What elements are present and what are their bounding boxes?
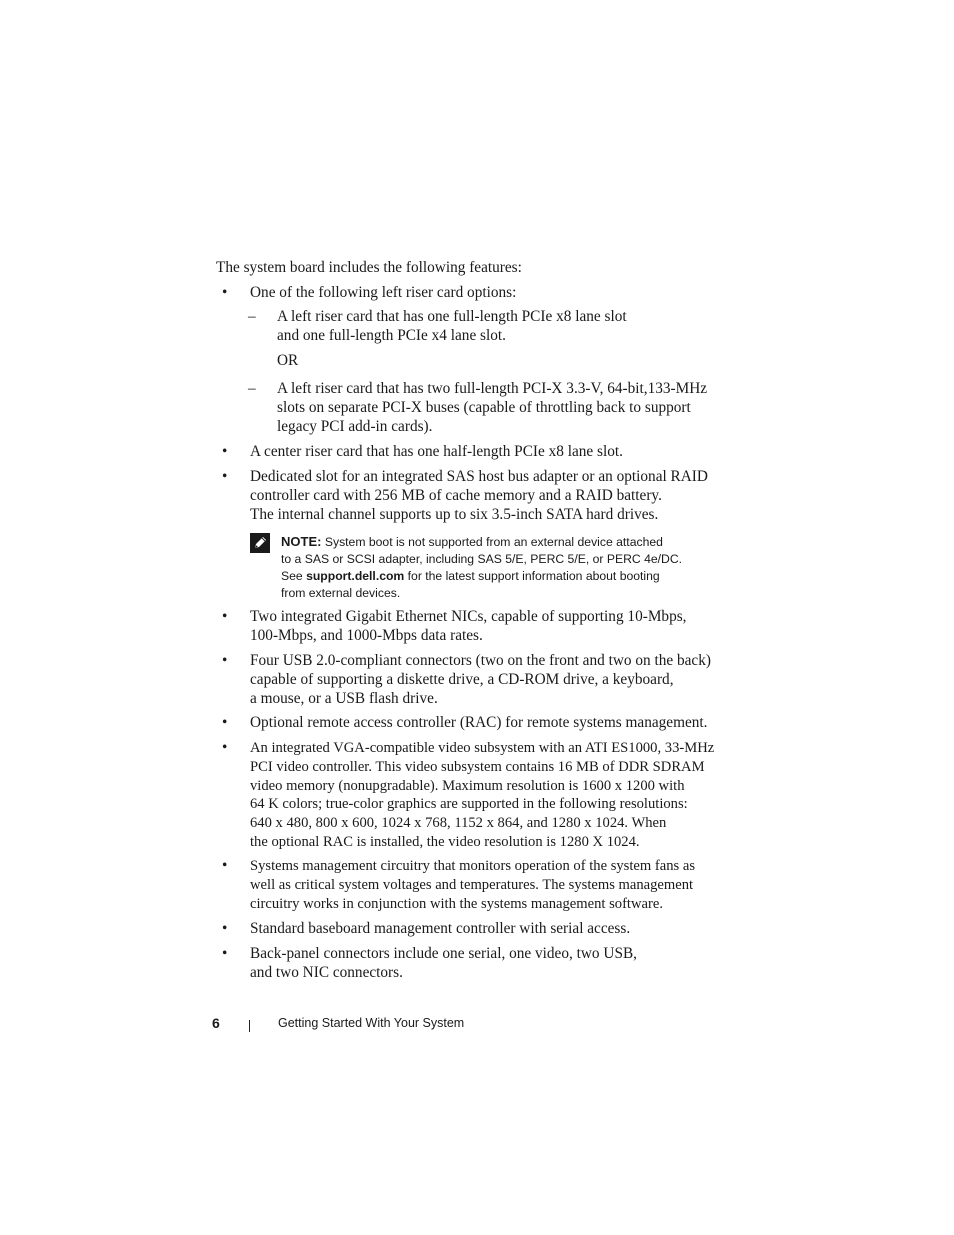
bullet-icon: • [222,920,228,937]
list-item-text: circuitry works in conjunction with the systems management software. [250,895,663,912]
note-text: to a SAS or SCSI adapter, including SAS 5/E, PERC 5/E, or PERC 4e/DC. [281,552,683,566]
page-number: 6 [212,1015,220,1031]
note-text: for the latest support information about booting [404,569,660,583]
bullet-icon: • [222,945,228,962]
support-link[interactable]: support.dell.com [306,569,405,583]
list-item-text: Systems management circuitry that monitors operation of the system fans as [250,858,696,874]
intro-paragraph: The system board includes the following features: [216,259,522,276]
list-item-text: video memory (nonupgradable). Maximum resolution is 1600 x 1200 with [250,777,685,794]
list-item-text: Back-panel connectors include one serial, one video, two USB, [250,945,637,962]
bullet-icon: • [222,739,228,756]
note-text: See [281,569,307,583]
dash-icon: – [248,308,256,325]
or-separator: OR [277,352,299,369]
bullet-icon: • [222,857,228,874]
bullet-icon: • [222,652,228,669]
bullet-icon: • [222,608,228,625]
list-item-text: 100-Mbps, and 1000-Mbps data rates. [250,626,483,644]
note-text: from external devices. [281,586,401,600]
bullet-icon: • [222,443,228,460]
sub-list-item-text: A left riser card that has two full-length PCI-X 3.3-V, 64-bit,133-MHz [277,380,708,397]
list-item-text: well as critical system voltages and temperatures. The systems management [250,876,694,893]
bullet-icon: • [222,468,228,485]
list-item-text: 640 x 480, 800 x 600, 1024 x 768, 1152 x 864, and 1280 x 1024. When [250,815,667,832]
list-item-text: The internal channel supports up to six 3.5-inch SATA hard drives. [250,505,659,523]
running-title: Getting Started With Your System [278,1016,465,1030]
list-item-text: 64 K colors; true-color graphics are supported in the following resolutions: [250,796,688,813]
list-item-text: Optional remote access controller (RAC) for remote systems management. [250,714,708,731]
note-label: NOTE: [281,534,322,549]
list-item-text: the optional RAC is installed, the video resolution is 1280 X 1024. [250,833,640,850]
list-item-text: An integrated VGA-compatible video subsystem with an ATI ES1000, 33-MHz [250,740,715,756]
pencil-note-icon [250,533,270,553]
list-item-text: Dedicated slot for an integrated SAS host bus adapter or an optional RAID [250,468,708,485]
list-item-text: Four USB 2.0-compliant connectors (two on the front and two on the back) [250,652,711,669]
footer-divider [249,1020,250,1032]
list-item-text: controller card with 256 MB of cache memory and a RAID battery. [250,486,662,504]
sub-list-item-text: A left riser card that has one full-length PCIe x8 lane slot [277,308,627,325]
list-item-text: a mouse, or a USB flash drive. [250,689,438,707]
list-item-text: PCI video controller. This video subsystem contains 16 MB of DDR SDRAM [250,758,705,775]
list-item-text: Two integrated Gigabit Ethernet NICs, capable of supporting 10-Mbps, [250,608,687,625]
list-item-text: and two NIC connectors. [250,963,403,981]
list-item-text: Standard baseboard management controller with serial access. [250,920,631,937]
list-item-text: A center riser card that has one half-length PCIe x8 lane slot. [250,443,623,460]
dash-icon: – [248,380,256,397]
bullet-icon: • [222,714,228,731]
sub-list-item-text: and one full-length PCIe x4 lane slot. [277,326,506,344]
sub-list-item-text: legacy PCI add-in cards). [277,417,433,435]
bullet-icon: • [222,284,228,301]
list-item-text: One of the following left riser card options: [250,284,517,301]
sub-list-item-text: slots on separate PCI-X buses (capable of throttling back to support [277,398,691,416]
list-item-text: capable of supporting a diskette drive, a CD-ROM drive, a keyboard, [250,670,674,688]
note-text: System boot is not supported from an external device attached [324,535,663,549]
